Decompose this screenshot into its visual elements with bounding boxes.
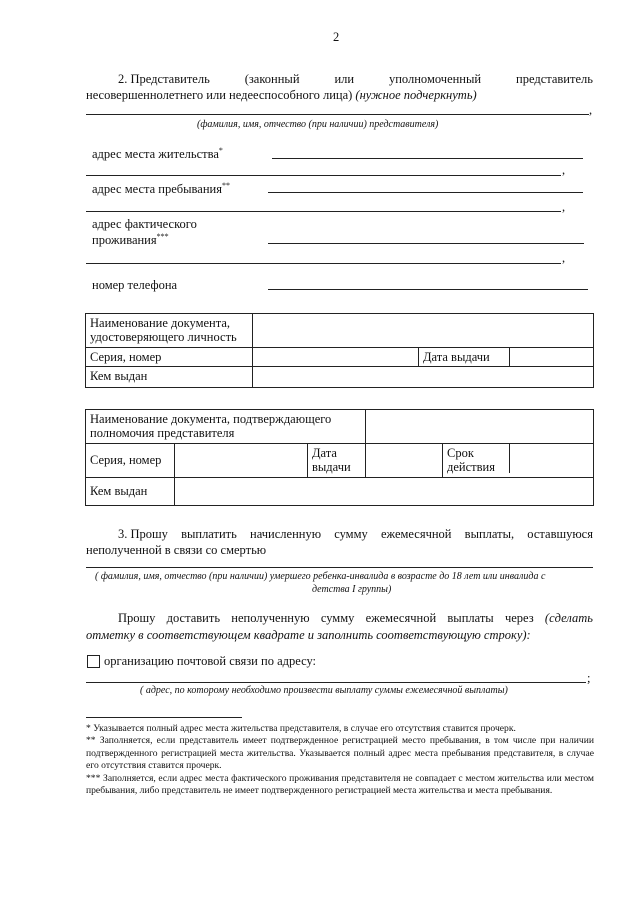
delivery-word: Прошу xyxy=(118,611,156,625)
stay-line-comma: , xyxy=(562,200,566,214)
section2-heading xyxy=(118,73,593,86)
footnote-mark: * xyxy=(218,146,223,155)
section3-heading-word: выплатить xyxy=(181,527,237,541)
section2-heading-word: представитель xyxy=(516,72,593,86)
section3-heading-word: оставшуюся xyxy=(527,527,593,541)
actual-address-label-text: проживания xyxy=(92,233,157,248)
delivery-word: сумму xyxy=(320,611,355,625)
authority-term-label: Срок действия xyxy=(443,444,510,473)
footnote-1: * Указывается полный адрес места жительства представителя, в случае его отсутствия ставится прочерк. xyxy=(86,723,516,734)
authority-date-label: Дата выдачи xyxy=(308,443,366,477)
identity-series-label: Серия, номер xyxy=(86,347,253,366)
delivery-address-line[interactable] xyxy=(86,682,586,683)
stay-address-label xyxy=(92,182,230,196)
section3-heading xyxy=(118,528,593,541)
identity-doc-name-label: Наименование документа, удостоверяющего личность xyxy=(86,314,253,348)
authority-issued-by-label: Кем выдан xyxy=(86,477,175,505)
authority-issued-by-cell[interactable] xyxy=(175,477,594,505)
section2-heading-line2 xyxy=(86,89,477,102)
phone-line[interactable] xyxy=(268,289,588,290)
underline-hint: (нужное подчеркнуть) xyxy=(355,88,477,102)
deceased-name-caption-2: детства I группы) xyxy=(312,584,392,595)
delivery-word: выплаты xyxy=(447,611,494,625)
delivery-word: через xyxy=(504,611,534,625)
stay-address-line-2[interactable] xyxy=(86,211,561,212)
delivery-word: неполученную xyxy=(231,611,310,625)
actual-address-line[interactable] xyxy=(268,243,584,244)
authority-document-table xyxy=(85,409,594,506)
stay-address-line[interactable] xyxy=(268,192,583,193)
delivery-word: ежемесячной xyxy=(365,611,437,625)
section3-heading-word: начисленную xyxy=(250,527,322,541)
section2-heading-word: 2. Представитель xyxy=(118,72,210,86)
identity-issue-date-label: Дата выдачи xyxy=(419,347,510,366)
authority-series-cell[interactable] xyxy=(175,443,308,477)
footnote-3: *** Заполняется, если адрес места фактического проживания представителя не совпадает с местом жительства или местом пребывания, либо представитель не имеет подтвержденного регистрацией места жительства и места пребывания. xyxy=(86,772,594,797)
residence-address-label xyxy=(92,147,223,161)
deceased-name-caption-1: ( фамилия, имя, отчество (при наличии) умершего ребенка-инвалида в возрасте до 18 лет или инвалида с xyxy=(95,571,546,582)
name-line-comma: , xyxy=(589,103,593,117)
identity-document-table xyxy=(85,313,594,388)
footnotes xyxy=(86,723,594,798)
address-line-semicolon: ; xyxy=(587,671,591,685)
identity-series-cell[interactable] xyxy=(253,347,419,366)
page-number: 2 xyxy=(333,30,340,44)
post-office-checkbox[interactable] xyxy=(87,655,100,668)
actual-line-comma: , xyxy=(562,251,566,265)
actual-address-label-1: адрес фактического xyxy=(92,217,197,231)
representative-name-line[interactable] xyxy=(86,114,589,115)
authority-date-cell[interactable] xyxy=(366,443,443,477)
residence-address-line[interactable] xyxy=(272,158,583,159)
identity-issued-by-label: Кем выдан xyxy=(86,367,253,388)
actual-address-line-2[interactable] xyxy=(86,263,561,264)
section2-heading-word: уполномоченный xyxy=(388,72,482,86)
deceased-name-line[interactable] xyxy=(86,567,593,568)
authority-term-group xyxy=(443,443,594,477)
authority-term-cell[interactable] xyxy=(510,444,593,473)
section3-heading-word: выплаты, xyxy=(464,527,515,541)
delivery-hint-line2: отметку в соответствующем квадрате и заполнить соответствующую строку): xyxy=(86,628,531,642)
residence-line-comma: , xyxy=(562,163,566,177)
residence-address-line-2[interactable] xyxy=(86,175,561,176)
identity-issued-by-cell[interactable] xyxy=(253,367,594,388)
section3-heading-word: ежемесячной xyxy=(380,527,452,541)
delivery-hint: (сделать xyxy=(544,611,593,625)
authority-doc-name-cell[interactable] xyxy=(366,410,594,444)
section2-heading-text: несовершеннолетнего или недееспособного лица) xyxy=(86,88,353,102)
footnote-mark: *** xyxy=(156,232,169,241)
section3-heading-word: сумму xyxy=(334,527,368,541)
delivery-word: доставить xyxy=(166,611,221,625)
phone-label: номер телефона xyxy=(92,278,178,292)
footnote-mark: ** xyxy=(221,181,230,190)
actual-address-label-2 xyxy=(92,233,169,247)
identity-issue-date-cell[interactable] xyxy=(510,347,594,366)
authority-series-label: Серия, номер xyxy=(86,443,175,477)
authority-doc-name-label: Наименование документа, подтверждающего полномочия представителя xyxy=(86,410,366,444)
section3-heading-line2: неполученной в связи со смертью xyxy=(86,543,267,557)
identity-doc-name-cell[interactable] xyxy=(253,314,594,348)
footnote-separator xyxy=(86,717,242,718)
representative-name-caption: (фамилия, имя, отчество (при наличии) представителя) xyxy=(197,119,439,130)
delivery-address-caption: ( адрес, по которому необходимо произвести выплату суммы ежемесячной выплаты) xyxy=(140,685,508,696)
stay-address-label-text: адрес места пребывания xyxy=(92,182,222,197)
footnote-2: ** Заполняется, если представитель имеет подтвержденное регистрацией место пребывания, в том числе при наличии подтвержденного регистрацией места жительства. Указывается полный адрес места пребывания представителя, в случае его отсутствия ставится прочерк. xyxy=(86,735,594,772)
post-office-option-label: организацию почтовой связи по адресу: xyxy=(104,654,317,668)
residence-address-label-text: адрес места жительства xyxy=(92,147,219,162)
section2-heading-word: (законный xyxy=(244,72,300,86)
section2-heading-word: или xyxy=(334,72,355,86)
delivery-request xyxy=(118,612,593,625)
section3-heading-word: 3. Прошу xyxy=(118,527,168,541)
